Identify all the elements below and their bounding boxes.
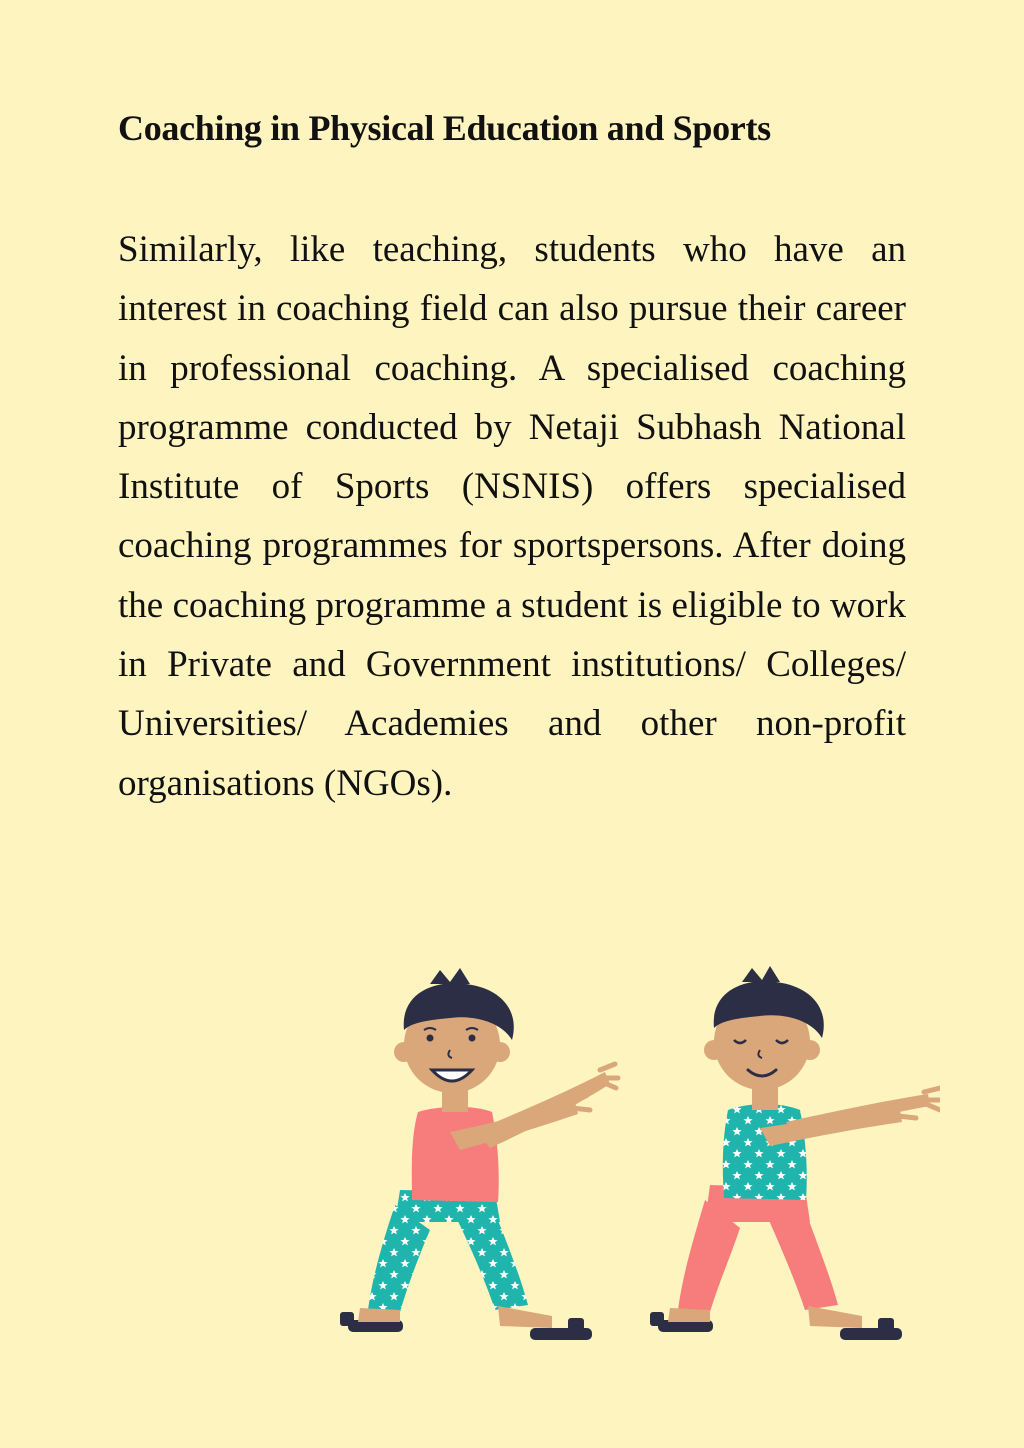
- right-child: [650, 966, 940, 1340]
- body-paragraph: Similarly, like teaching, students who have an interest in coaching field can also pursue their career in professional coaching. A specialised coaching programme conducted by Netaji Subhash National Institute of Sports (NSNIS) offers specialised coaching programmes for sportspersons. After doing the coaching programme a student is eligible to work in Private and Government institutions/ Colleges/ Universities/ Academies and other non-profit organisations (NGOs).: [118, 229, 906, 804]
- children-exercising-illustration: [300, 960, 940, 1360]
- left-child: [340, 968, 618, 1340]
- page-heading: Coaching in Physical Education and Sports: [118, 108, 771, 148]
